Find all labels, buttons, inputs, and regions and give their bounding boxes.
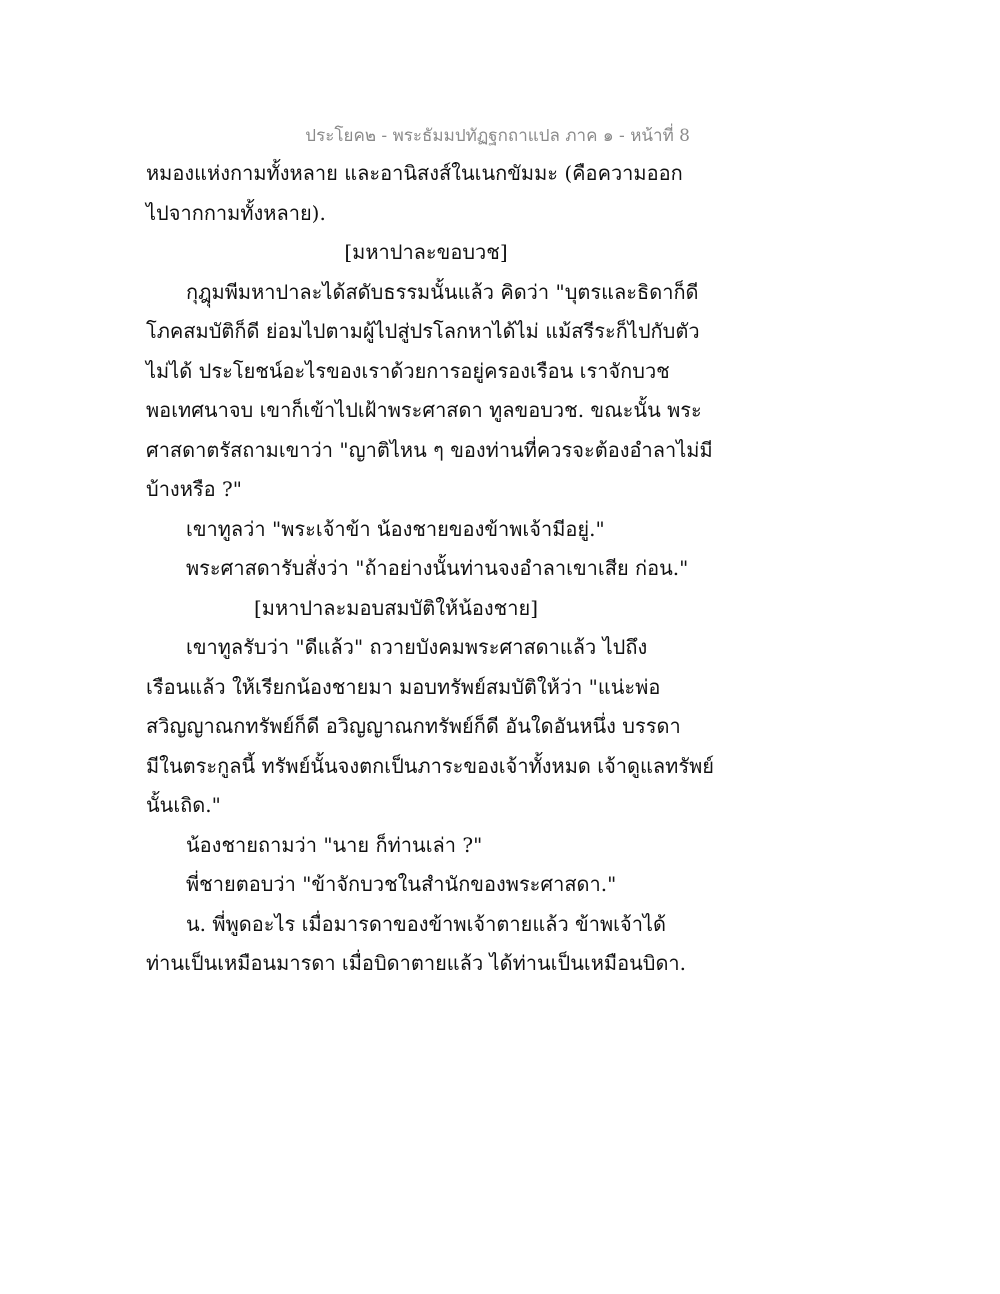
text-line: สวิญญาณกทรัพย์ก็ดี อวิญญาณกทรัพย์ก็ดี อันใดอันหนึ่ง บรรดา xyxy=(146,714,681,738)
paragraph-start: พระศาสดารับสั่งว่า "ถ้าอย่างนั้นท่านจงอำลาเขาเสีย ก่อน." xyxy=(186,556,689,580)
text-line: พอเทศนาจบ เขาก็เข้าไปเฝ้าพระศาสดา ทูลขอบวช. ขณะนั้น พระ xyxy=(146,398,702,422)
paragraph-start: พี่ชายตอบว่า "ข้าจักบวชในสำนักของพระศาสดา." xyxy=(186,872,617,896)
text-line: ท่านเป็นเหมือนมารดา เมื่อบิดาตายแล้ว ได้ท่านเป็นเหมือนบิดา. xyxy=(146,951,687,975)
text-line: นั้นเถิด." xyxy=(146,793,221,817)
paragraph-start: เขาทูลว่า "พระเจ้าข้า น้องชายของข้าพเจ้ามีอยู่." xyxy=(186,516,605,541)
text-line: มีในตระกูลนี้ ทรัพย์นั้นจงตกเป็นภาระของเจ้าทั้งหมด เจ้าดูแลทรัพย์ xyxy=(146,753,714,778)
text-line: เรือนแล้ว ให้เรียกน้องชายมา มอบทรัพย์สมบัติให้ว่า "แน่ะพ่อ xyxy=(146,674,661,699)
paragraph-start: กุฎุมพีมหาปาละได้สดับธรรมนั้นแล้ว คิดว่า "บุตรและธิดาก็ดี xyxy=(186,279,699,304)
text-line: บ้างหรือ ?" xyxy=(146,477,242,501)
text-line: ไปจากกามทั้งหลาย). xyxy=(146,200,326,225)
body-text xyxy=(146,154,714,984)
running-header: ประโยค๒ - พระธัมมปทัฏฐกถาแปล ภาค ๑ - หน้าที่ 8 xyxy=(305,126,690,146)
paragraph-start: น. พี่พูดอะไร เมื่อมารดาของข้าพเจ้าตายแล้ว ข้าพเจ้าได้ xyxy=(186,911,666,936)
text-line: โภคสมบัติก็ดี ย่อมไปตามผู้ไปสู่ปรโลกหาได้ไม่ แม้สรีระก็ไปกับตัว xyxy=(146,319,700,343)
paragraph-start: น้องชายถามว่า "นาย ก็ท่านเล่า ?" xyxy=(186,832,483,857)
paragraph-start: เขาทูลรับว่า "ดีแล้ว" ถวายบังคมพระศาสดาแล้ว ไปถึง xyxy=(186,635,648,659)
section-heading: [มหาปาละมอบสมบัติให้น้องชาย] xyxy=(253,595,538,620)
text-line: ไม่ได้ ประโยชน์อะไรของเราด้วยการอยู่ครองเรือน เราจักบวช xyxy=(146,358,670,383)
text-line: หมองแห่งกามทั้งหลาย และอานิสงส์ในเนกขัมมะ (คือความออก xyxy=(146,161,683,185)
section-heading: [มหาปาละขอบวช] xyxy=(344,240,508,264)
text-line: ศาสดาตรัสถามเขาว่า "ญาติไหน ๆ ของท่านที่ควรจะต้องอำลาไม่มี xyxy=(146,437,713,462)
